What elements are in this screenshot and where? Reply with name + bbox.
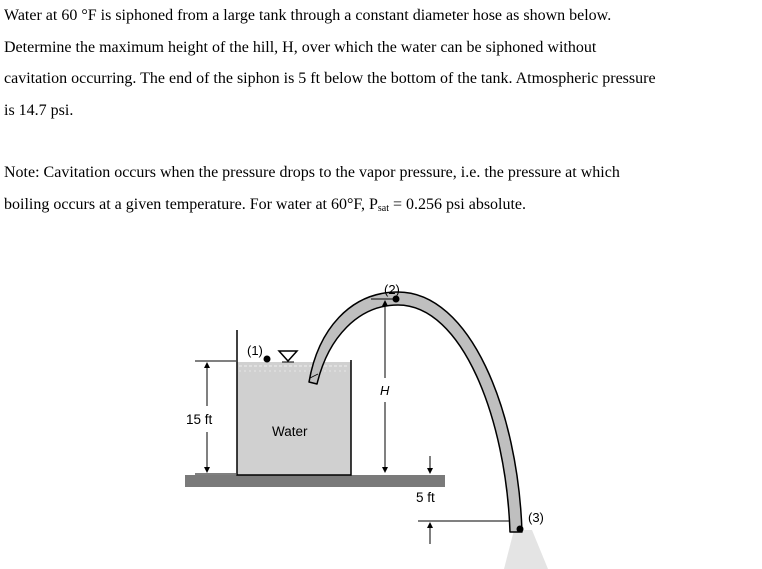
point-2-label: (2)	[384, 282, 400, 297]
problem-line-4: is 14.7 psi.	[4, 101, 74, 119]
psat-subscript: sat	[377, 202, 390, 214]
note-value: = 0.256 psi absolute.	[389, 195, 527, 213]
depth-arrow-bottom	[204, 467, 210, 473]
problem-line-2: Determine the maximum height of the hill, H, over which the water can be siphoned without	[4, 38, 597, 56]
note-text: boiling occurs at a given temperature. For water at 60°F, P	[4, 195, 378, 213]
problem-line-1: Water at 60 °F is siphoned from a large tank through a constant diameter hose as shown below.	[4, 7, 612, 24]
tank-water	[237, 362, 351, 475]
drop-label: 5 ft	[416, 490, 435, 505]
depth-arrow-top	[204, 362, 210, 368]
height-label: H	[380, 383, 390, 398]
height-arrow-bottom	[382, 467, 388, 473]
drop-arrow-bottom	[427, 522, 433, 528]
point-1-label: (1)	[247, 343, 263, 358]
point-1-dot	[264, 356, 271, 363]
drop-arrow-top	[427, 468, 433, 474]
water-stream	[504, 530, 548, 569]
free-surface-symbol	[279, 351, 297, 361]
point-3-dot	[517, 526, 524, 533]
point-3-label: (3)	[528, 510, 544, 525]
tank-label: Water	[272, 424, 308, 439]
note-line-1: Note: Cavitation occurs when the pressure drops to the vapor pressure, i.e. the pressure at which	[4, 164, 620, 181]
depth-label: 15 ft	[186, 412, 213, 427]
problem-line-3: cavitation occurring. The end of the siphon is 5 ft below the bottom of the tank. Atmospheric pressure	[4, 70, 656, 87]
ground	[185, 475, 445, 487]
